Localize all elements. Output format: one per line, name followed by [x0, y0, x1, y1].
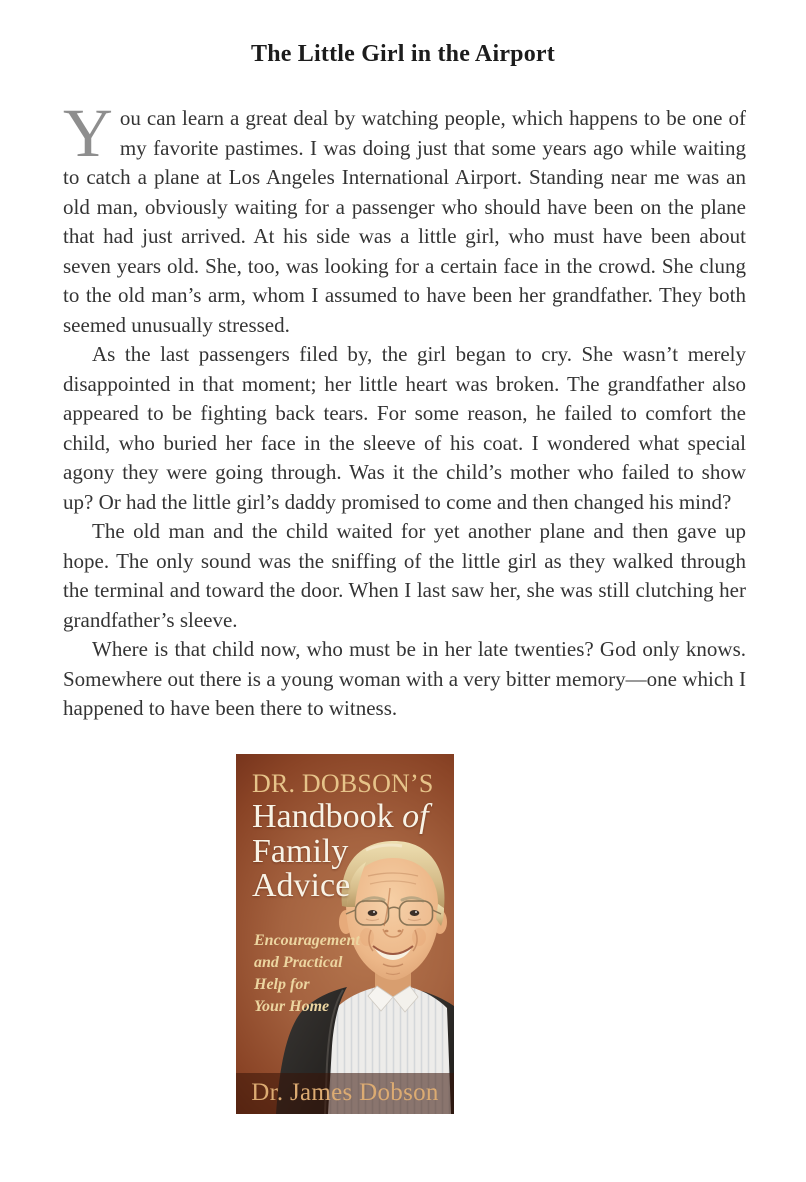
- tagline-line: Encouragement: [254, 931, 360, 949]
- paragraph-1: [63, 95, 746, 340]
- cover-title-word: Handbook: [252, 797, 403, 835]
- cover-title-line-2: Family: [252, 832, 349, 870]
- cover-author-name: Dr. James Dobson: [251, 1079, 439, 1106]
- paragraph-1-text: ou can learn a great deal by watching people, which happens to be one of my favorite pastimes. I was doing just that some years ago while waiting to catch a plane at Los Angeles International Airport. Standing near me was an old man, obviously waiting for a passenger who should have been on the plane that had just arrived. At his side was a little girl, who must have been about seven years old. She, too, was looking for a certain face in the crowd. She clung to the old man’s arm, whom I assumed to have been her grandfather. They both seemed unusually stressed.: [63, 106, 746, 337]
- drop-cap: Y: [63, 95, 113, 171]
- chapter-title: The Little Girl in the Airport: [251, 41, 555, 67]
- cover-title-line-1: [252, 798, 429, 836]
- paragraph-2: As the last passengers filed by, the girl began to cry. She wasn’t merely disappointed in that moment; her little heart was broken. The grandfather also appeared to be fighting back tears. For some reason, he failed to comfort the child, who buried her face in the sleeve of his coat. I wondered what special agony they were going through. Was it the child’s mother who failed to show up? Or had the little girl’s daddy promised to come and then changed his mind?: [63, 342, 746, 514]
- cover-author-band: [236, 1073, 454, 1114]
- tagline-line: Help for: [254, 975, 310, 993]
- cover-title-line-3: Advice: [252, 866, 351, 904]
- book-cover: [236, 754, 454, 1114]
- tagline-line: and Practical: [254, 953, 343, 971]
- body-text: [63, 95, 746, 724]
- tagline-line: Your Home: [254, 997, 330, 1015]
- cover-series-title: DR. DOBSON’S: [252, 768, 434, 798]
- cover-title-of: of: [402, 797, 429, 835]
- paragraph-4: Where is that child now, who must be in her late twenties? God only knows. Somewhere out there is a young woman with a very bitter memory—one which I happened to have been there to witness.: [63, 637, 746, 720]
- cover-tagline: [254, 930, 360, 1018]
- paragraph-3: The old man and the child waited for yet another plane and then gave up hope. The only sound was the sniffing of the little girl as they walked through the terminal and toward the door. When I last saw her, she was still clutching her grandfather’s sleeve.: [63, 519, 746, 632]
